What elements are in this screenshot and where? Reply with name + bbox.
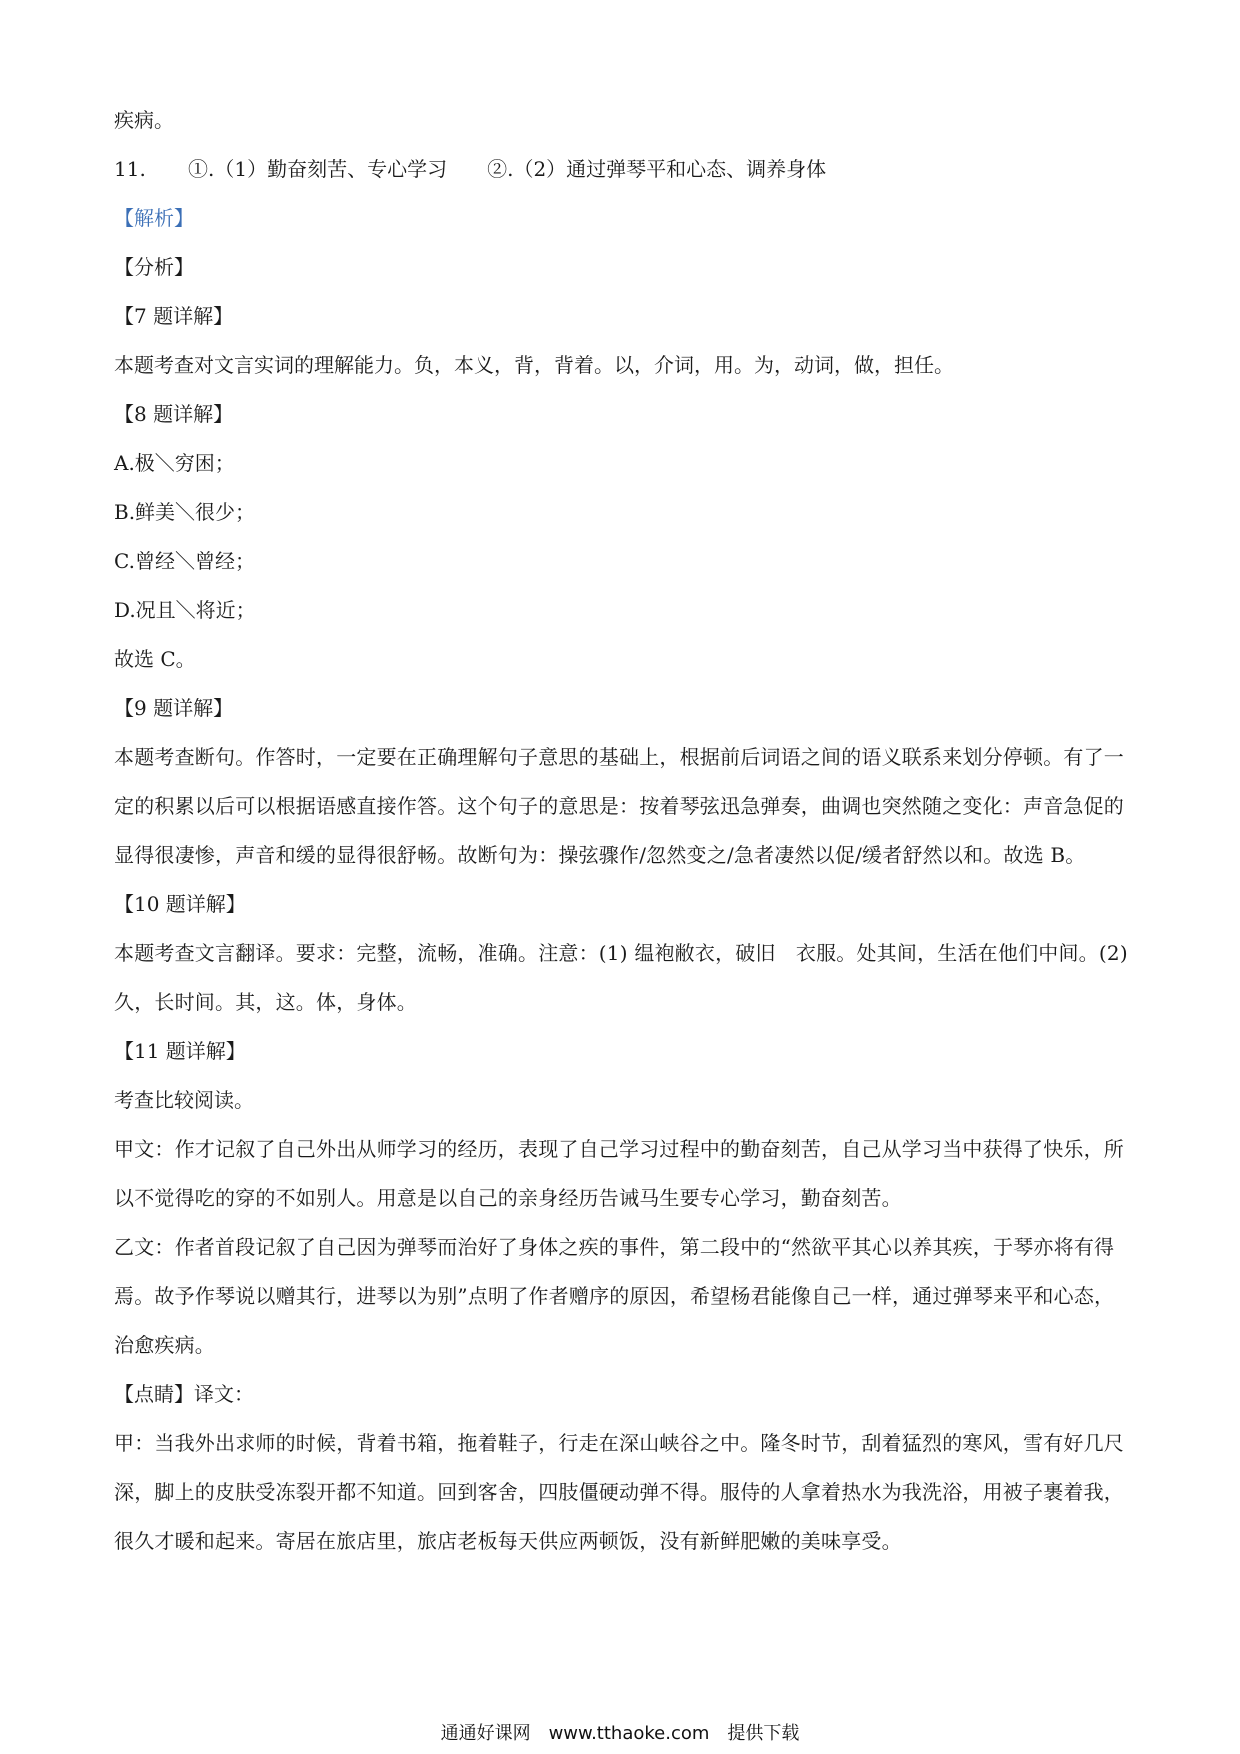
section-heading: 【10 题详解】	[114, 892, 246, 916]
answer-11	[114, 145, 1134, 194]
section-heading: 【分析】	[114, 255, 194, 279]
option-line: B.鲜美＼很少；	[114, 500, 256, 524]
paragraph: 本题考查断句。作答时，一定要在正确理解句子意思的基础上，根据前后词语之间的语义联系来划分停顿。有了一定的积累以后可以根据语感直接作答。这个句子的意思是：按着琴弦迅急弹奏，曲调也突然随之变化：声音急促的显得很凄惨，声音和缓的显得很舒畅。故断句为：操弦骤作/忽然变之/急者凄然以促/缓者舒然以和。故选 B。	[114, 745, 1124, 867]
text-line: 疾病。	[114, 108, 174, 132]
section-heading: 【8 题详解】	[114, 402, 234, 426]
paragraph: 甲：当我外出求师的时候，背着书箱，拖着鞋子，行走在深山峡谷之中。隆冬时节，刮着猛烈的寒风，雪有好几尺深，脚上的皮肤受冻裂开都不知道。回到客舍，四肢僵硬动弹不得。服侍的人拿着热水为我洗浴，用被子裹着我，很久才暖和起来。寄居在旅店里，旅店老板每天供应两顿饭，没有新鲜肥嫩的美味享受。	[114, 1431, 1124, 1553]
page-footer: 通通好课网 www.tthaoke.com 提供下载	[440, 1723, 800, 1744]
section-heading: 【点睛】译文：	[114, 1382, 254, 1406]
section-heading: 【11 题详解】	[114, 1039, 246, 1063]
document-body	[114, 96, 1134, 1566]
paragraph: 乙文：作者首段记叙了自己因为弹琴而治好了身体之疾的事件，第二段中的“然欲平其心以养其疾，于琴亦将有得焉。故予作琴说以赠其行，进琴以为别”点明了作者赠序的原因，希望杨君能像自己一样，通过弹琴来平和心态，治愈疾病。	[114, 1235, 1115, 1357]
option-line: D.况且＼将近；	[114, 598, 256, 622]
answer-part-1: ①.（1）勤奋刻苦、专心学习	[188, 157, 448, 181]
section-heading: 【9 题详解】	[114, 696, 234, 720]
answer-number: 11.	[114, 157, 146, 181]
option-line: A.极＼穷困；	[114, 451, 235, 475]
paragraph: 考查比较阅读。	[114, 1088, 254, 1112]
option-line: C.曾经＼曾经；	[114, 549, 255, 573]
paragraph: 本题考查文言翻译。要求：完整，流畅，准确。注意：(1) 缊袍敝衣，破旧 衣服。处其间，生活在他们中间。(2)久，长时间。其，这。体，身体。	[114, 941, 1128, 1014]
paragraph: 甲文：作才记叙了自己外出从师学习的经历，表现了自己学习过程中的勤奋刻苦，自己从学习当中获得了快乐，所以不觉得吃的穿的不如别人。用意是以自己的亲身经历告诫马生要专心学习，勤奋刻苦。	[114, 1137, 1124, 1210]
text-line: 故选 C。	[114, 647, 196, 671]
paragraph: 本题考查对文言实词的理解能力。负，本义，背，背着。以，介词，用。为，动词，做，担任。	[114, 353, 954, 377]
section-heading: 【7 题详解】	[114, 304, 234, 328]
answer-part-2: ②.（2）通过弹琴平和心态、调养身体	[487, 157, 827, 181]
analysis-heading: 【解析】	[114, 206, 194, 230]
